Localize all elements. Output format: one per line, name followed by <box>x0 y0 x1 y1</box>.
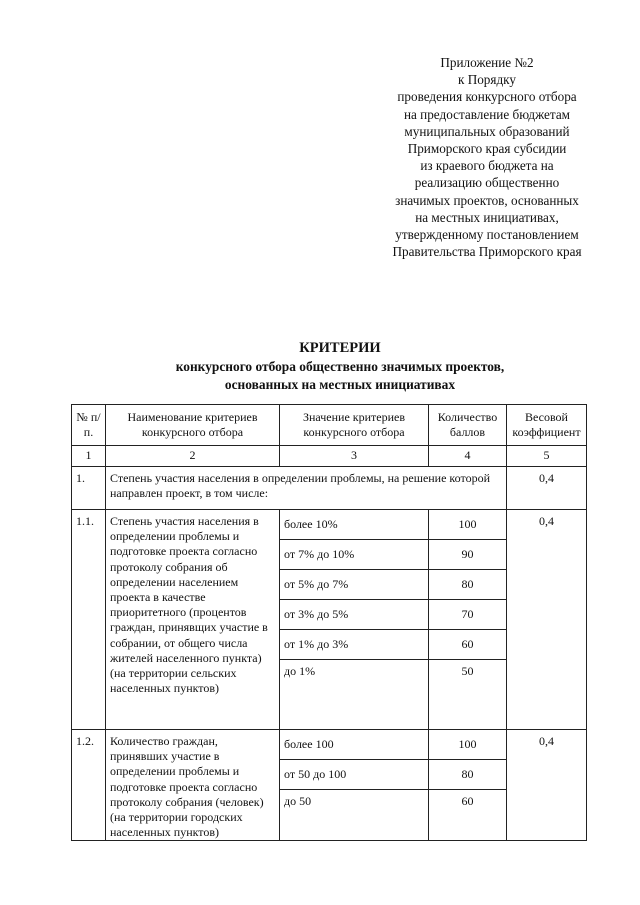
criteria-value: от 3% до 5% <box>280 600 429 630</box>
criteria-points: 60 <box>429 790 507 841</box>
row-weight: 0,4 <box>507 730 587 841</box>
criteria-value: до 50 <box>280 790 429 841</box>
appendix-line: муниципальных образований <box>404 123 570 139</box>
row-num: 1.1. <box>72 510 106 730</box>
appendix-line: утвержденному постановлением <box>395 227 579 243</box>
criteria-value: от 7% до 10% <box>280 540 429 570</box>
row-weight: 0,4 <box>507 510 587 730</box>
appendix-line: реализацию общественно <box>414 175 560 191</box>
appendix-line: на предоставление бюджетам <box>403 106 571 122</box>
row-criteria-name: Степень участия населения в определении проблемы и подготовке проекта согласно протоколу собрания об определении населением проекта в качестве приоритетного (процентов граждан, принявщих участие в собрании, от общего числа жителей населенного пункта) (на территории сельских населенных пунктов) <box>106 510 280 730</box>
criteria-value: до 1% <box>280 660 429 730</box>
appendix-line: из краевого бюджета на <box>420 158 554 174</box>
row-num: 1.2. <box>72 730 106 841</box>
column-number: 5 <box>507 446 587 467</box>
column-number: 4 <box>429 446 507 467</box>
criteria-points: 50 <box>429 660 507 730</box>
appendix-line: на местных инициативах, <box>415 209 559 225</box>
column-numbers-row <box>72 446 587 467</box>
appendix-line: Приложение №2 <box>440 55 534 70</box>
table-row <box>72 510 587 540</box>
column-number: 1 <box>72 446 106 467</box>
criteria-points: 100 <box>429 730 507 760</box>
criteria-value: более 100 <box>280 730 429 760</box>
header-criteria-value: Значение критериев конкурсного отбора <box>280 405 429 446</box>
table-header-row <box>72 405 587 446</box>
appendix-line: значимых проектов, основанных <box>395 192 579 208</box>
header-weight: Весовой коэффициент <box>507 405 587 446</box>
row-criteria-name: Количество граждан, принявших участие в определении проблемы и подготовке проекта согласно протоколу собрания (человек) (на территории городских населенных пунктов) <box>106 730 280 841</box>
criteria-points: 100 <box>429 510 507 540</box>
row-text: Степень участия населения в определении проблемы, на решение которой направлен проект, в том числе: <box>106 467 507 510</box>
table-row <box>72 730 587 760</box>
document-subtitle: основанных на местных инициативах <box>224 377 456 392</box>
row-num: 1. <box>72 467 106 510</box>
criteria-points: 70 <box>429 600 507 630</box>
criteria-points: 90 <box>429 540 507 570</box>
appendix-line: Приморского края субсидии <box>407 141 567 157</box>
table-row <box>72 467 587 510</box>
header-criteria-name: Наименование критериев конкурсного отбора <box>106 405 280 446</box>
document-subtitle: конкурсного отбора общественно значимых проектов, <box>175 359 505 374</box>
criteria-value: от 50 до 100 <box>280 760 429 790</box>
criteria-value: от 1% до 3% <box>280 630 429 660</box>
criteria-points: 80 <box>429 570 507 600</box>
criteria-table <box>71 404 587 841</box>
criteria-value: более 10% <box>280 510 429 540</box>
criteria-value: от 5% до 7% <box>280 570 429 600</box>
header-points: Количество баллов <box>429 405 507 446</box>
document-title: КРИТЕРИИ <box>299 340 381 356</box>
row-weight: 0,4 <box>507 467 587 510</box>
appendix-line: к Порядку <box>457 72 516 88</box>
criteria-points: 80 <box>429 760 507 790</box>
header-num: № п/п. <box>72 405 106 446</box>
appendix-line: проведения конкурсного отбора <box>397 89 577 105</box>
appendix-header <box>360 54 614 260</box>
column-number: 2 <box>106 446 280 467</box>
appendix-line: Правительства Приморского края <box>392 244 582 260</box>
column-number: 3 <box>280 446 429 467</box>
criteria-points: 60 <box>429 630 507 660</box>
